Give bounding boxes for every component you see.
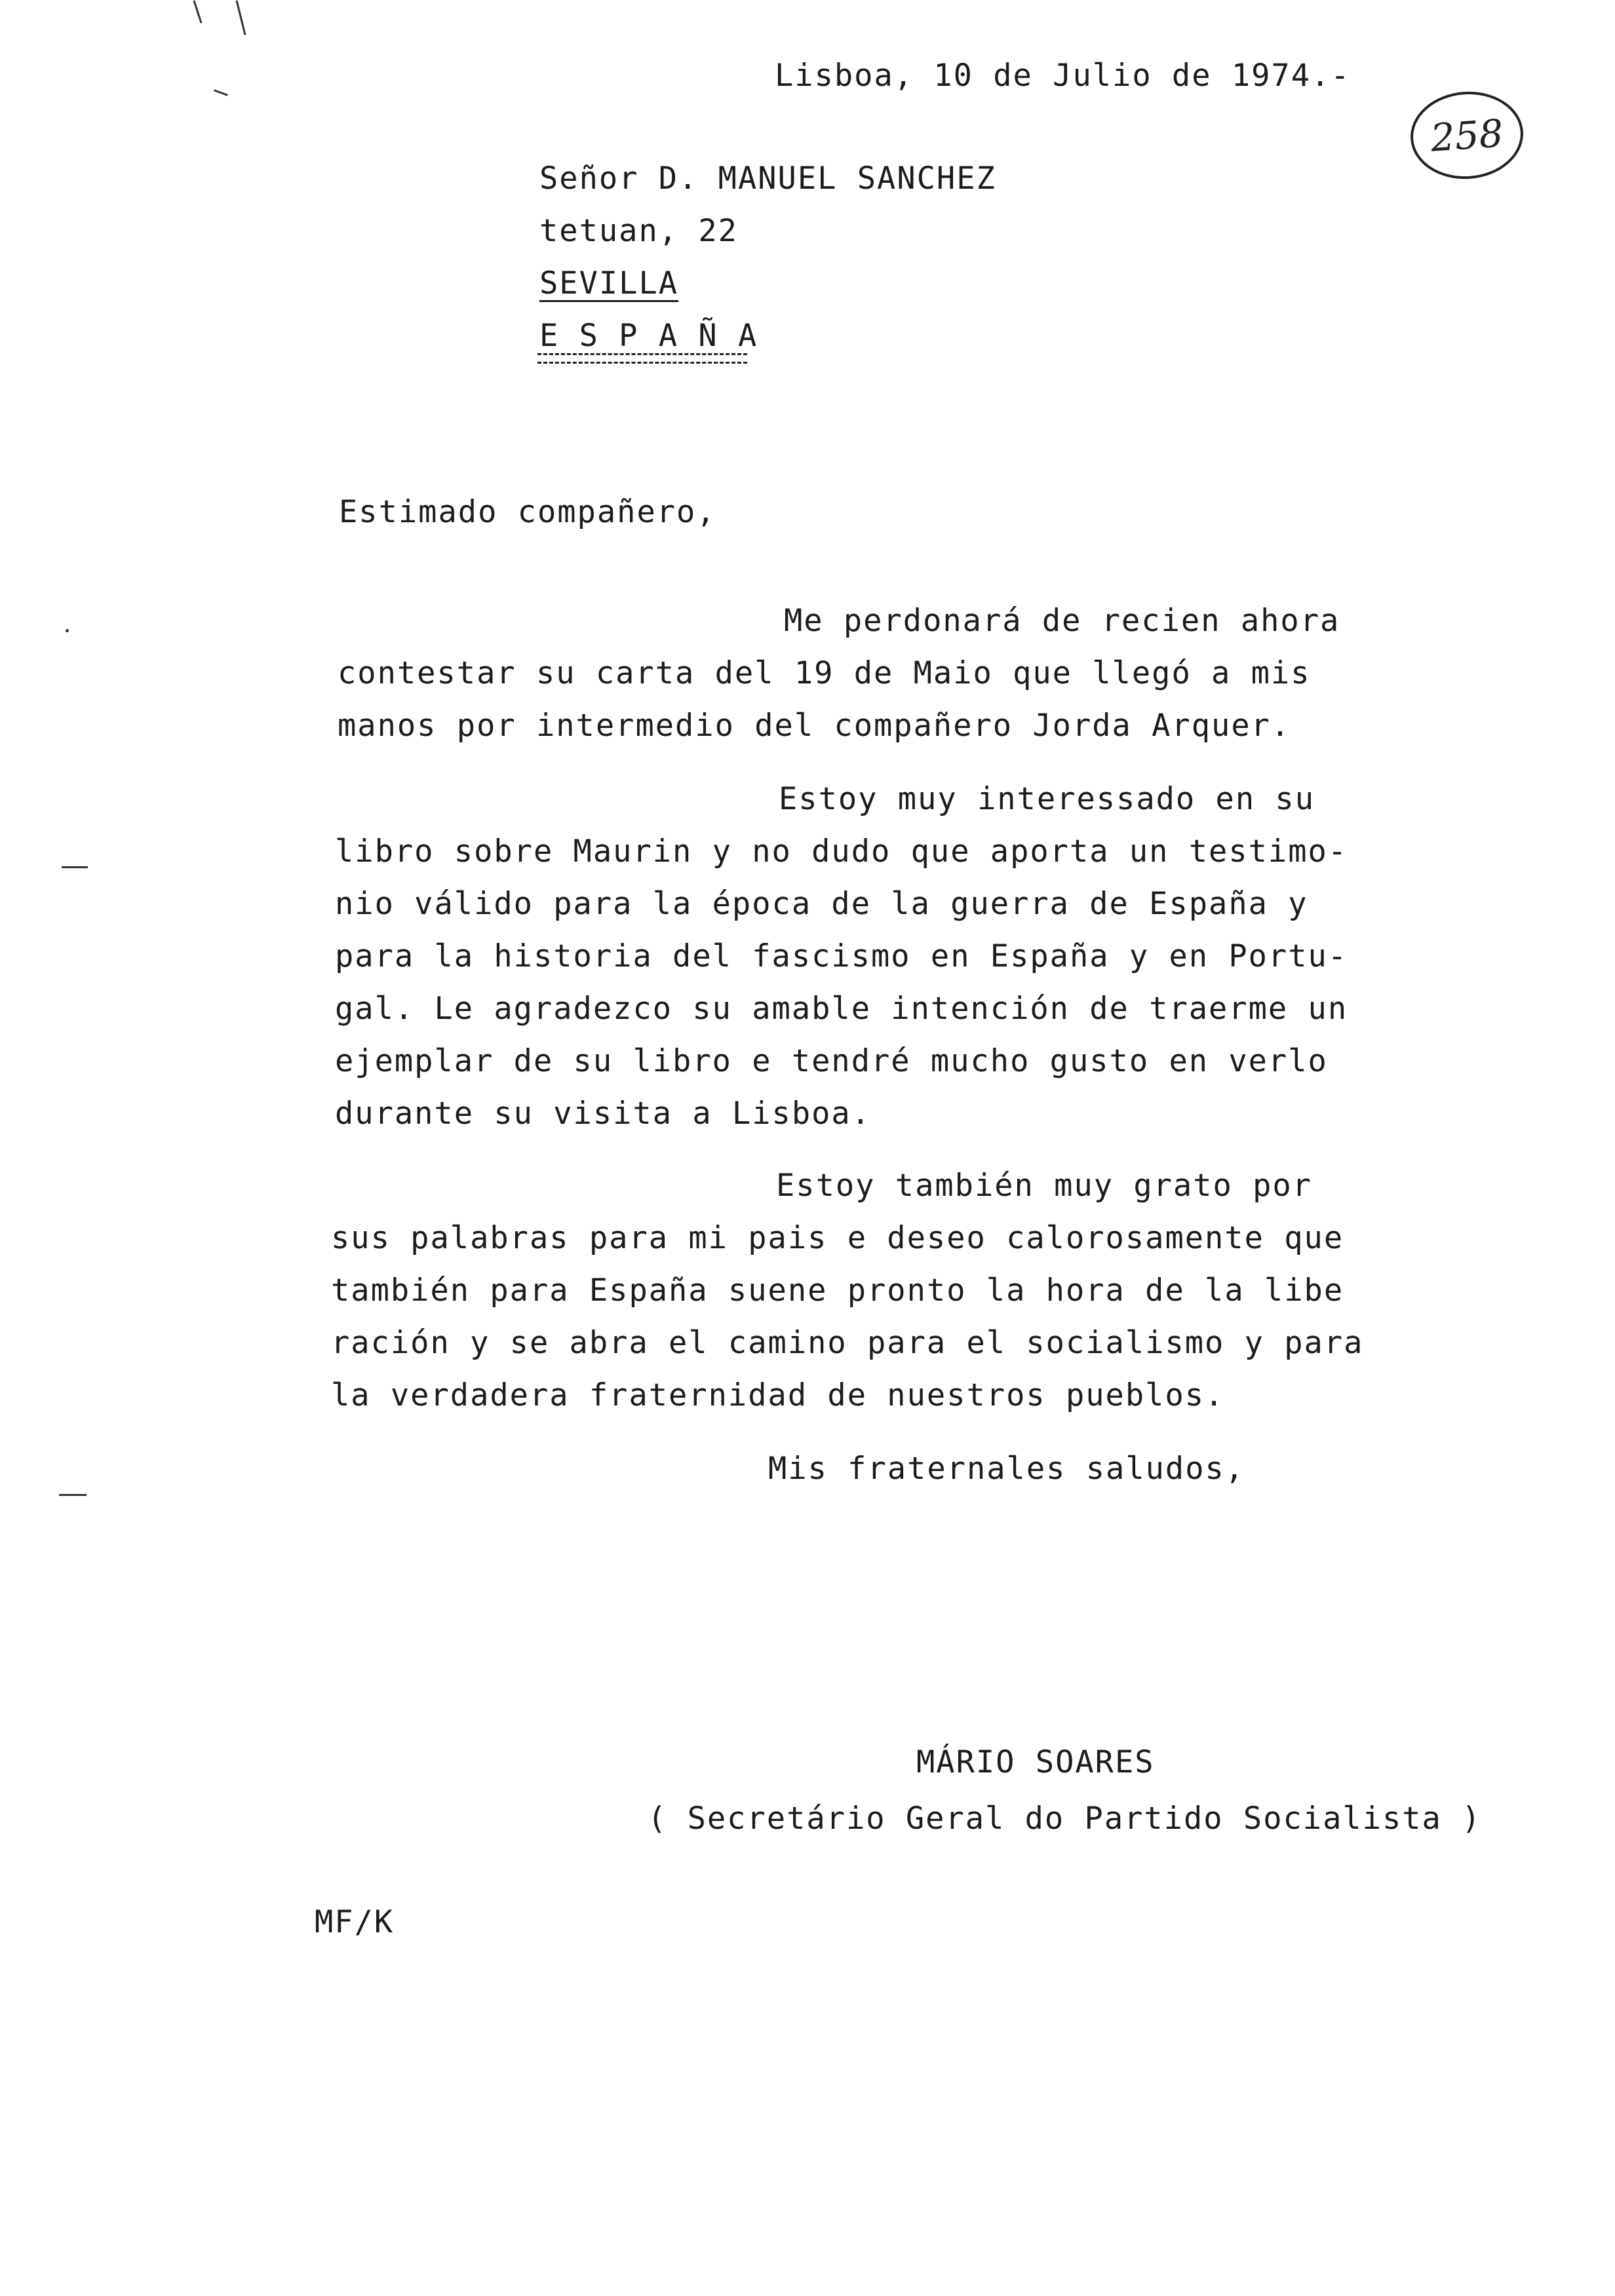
- paragraph1-line: Me perdonará de recien ahora: [784, 603, 1340, 639]
- salutation: Estimado compañero,: [339, 494, 716, 530]
- paragraph2-line: ejemplar de su libro e tendré mucho gusto en verlo: [335, 1043, 1328, 1079]
- paragraph2-line: para la historia del fascismo en España y en Portu-: [335, 938, 1348, 974]
- recipient-street: tetuan, 22: [539, 213, 738, 249]
- reference-initials: MF/K: [315, 1904, 395, 1940]
- margin-mark: [66, 629, 69, 632]
- country-double-underline: [537, 353, 747, 364]
- paragraph3-line: Estoy también muy grato por: [776, 1168, 1313, 1204]
- paragraph3-line: la verdadera fraternidad de nuestros pueblos.: [331, 1377, 1225, 1413]
- paragraph3-line: también para España suene pronto la hora de la libe: [331, 1272, 1344, 1309]
- date-line: Lisboa, 10 de Julio de 1974.-: [775, 58, 1351, 94]
- recipient-country: E S P A Ñ A: [539, 318, 758, 354]
- paragraph2-line: Estoy muy interessado en su: [779, 781, 1315, 817]
- paragraph1-line: contestar su carta del 19 de Maio que llegó a mis: [338, 655, 1311, 691]
- paragraph3-line: sus palabras para mi pais e deseo calorosamente que: [331, 1220, 1344, 1256]
- recipient-name: Señor D. MANUEL SANCHEZ: [539, 161, 996, 197]
- paragraph3-line: ración y se abra el camino para el socialismo y para: [331, 1325, 1364, 1361]
- recipient-city: SEVILLA: [539, 265, 679, 301]
- signature-name: MÁRIO SOARES: [916, 1744, 1155, 1780]
- margin-mark: [62, 866, 88, 868]
- margin-mark: [236, 0, 246, 35]
- paragraph2-line: gal. Le agradezco su amable intención de traerme un: [335, 991, 1348, 1027]
- paragraph1-line: manos por intermedio del compañero Jorda Arquer.: [338, 708, 1291, 744]
- signature-title: ( Secretário Geral do Partido Socialista ): [648, 1801, 1482, 1837]
- margin-mark: [214, 89, 228, 96]
- margin-mark: [59, 1494, 87, 1496]
- margin-mark: [193, 0, 203, 23]
- archive-number: 258: [1408, 88, 1527, 183]
- paragraph2-line: nio válido para la época de la guerra de España y: [335, 886, 1308, 922]
- closing: Mis fraternales saludos,: [768, 1451, 1245, 1487]
- paragraph2-line: durante su visita a Lisboa.: [335, 1096, 872, 1132]
- paragraph2-line: libro sobre Maurin y no dudo que aporta un testimo-: [335, 833, 1348, 870]
